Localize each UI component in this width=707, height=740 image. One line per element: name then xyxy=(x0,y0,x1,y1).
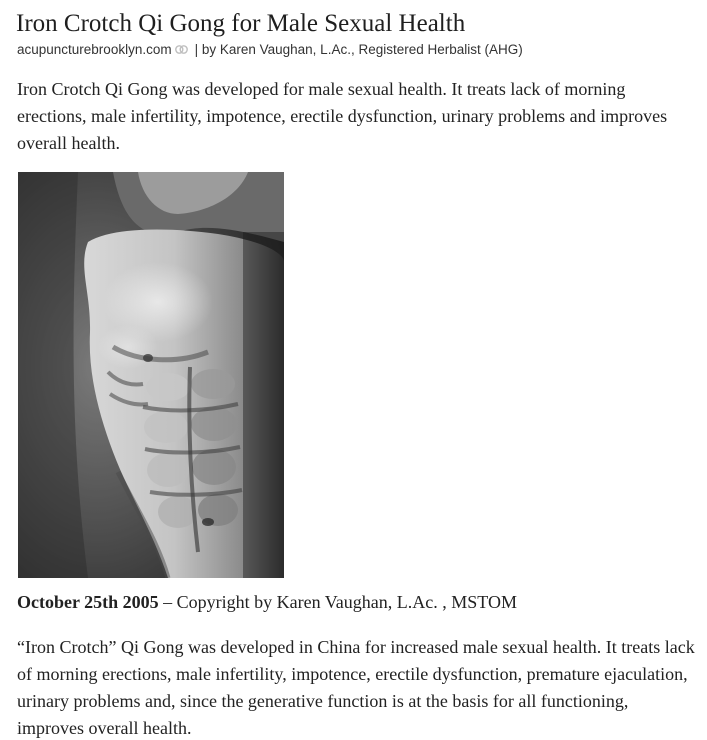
torso-photo-image xyxy=(18,172,284,578)
byline xyxy=(17,40,523,60)
date-separator: – xyxy=(158,592,177,612)
article-title: Iron Crotch Qi Gong for Male Sexual Health xyxy=(16,10,466,37)
copyright-notice: Copyright by Karen Vaughan, L.Ac. , MSTOM xyxy=(176,592,517,612)
link-icon xyxy=(175,45,188,54)
author-credit: | by Karen Vaughan, L.Ac., Registered Herbalist (AHG) xyxy=(194,42,523,57)
intro-paragraph: Iron Crotch Qi Gong was developed for male sexual health. It treats lack of morning erections, male infertility, impotence, erectile dysfunction, urinary problems and improves overall health. xyxy=(17,79,668,153)
dateline xyxy=(17,589,517,616)
article-date: October 25th 2005 xyxy=(17,592,159,612)
source-link[interactable]: acupuncturebrooklyn.com xyxy=(17,42,172,57)
torso-photo xyxy=(18,172,284,578)
body-paragraph: “Iron Crotch” Qi Gong was developed in China for increased male sexual health. It treats lack of morning erections, male infertility, impotence, erectile dysfunction, premature ejaculation, urinary problems and, since the generative function is at the basis for all functioning, improves overall health. xyxy=(17,637,695,738)
